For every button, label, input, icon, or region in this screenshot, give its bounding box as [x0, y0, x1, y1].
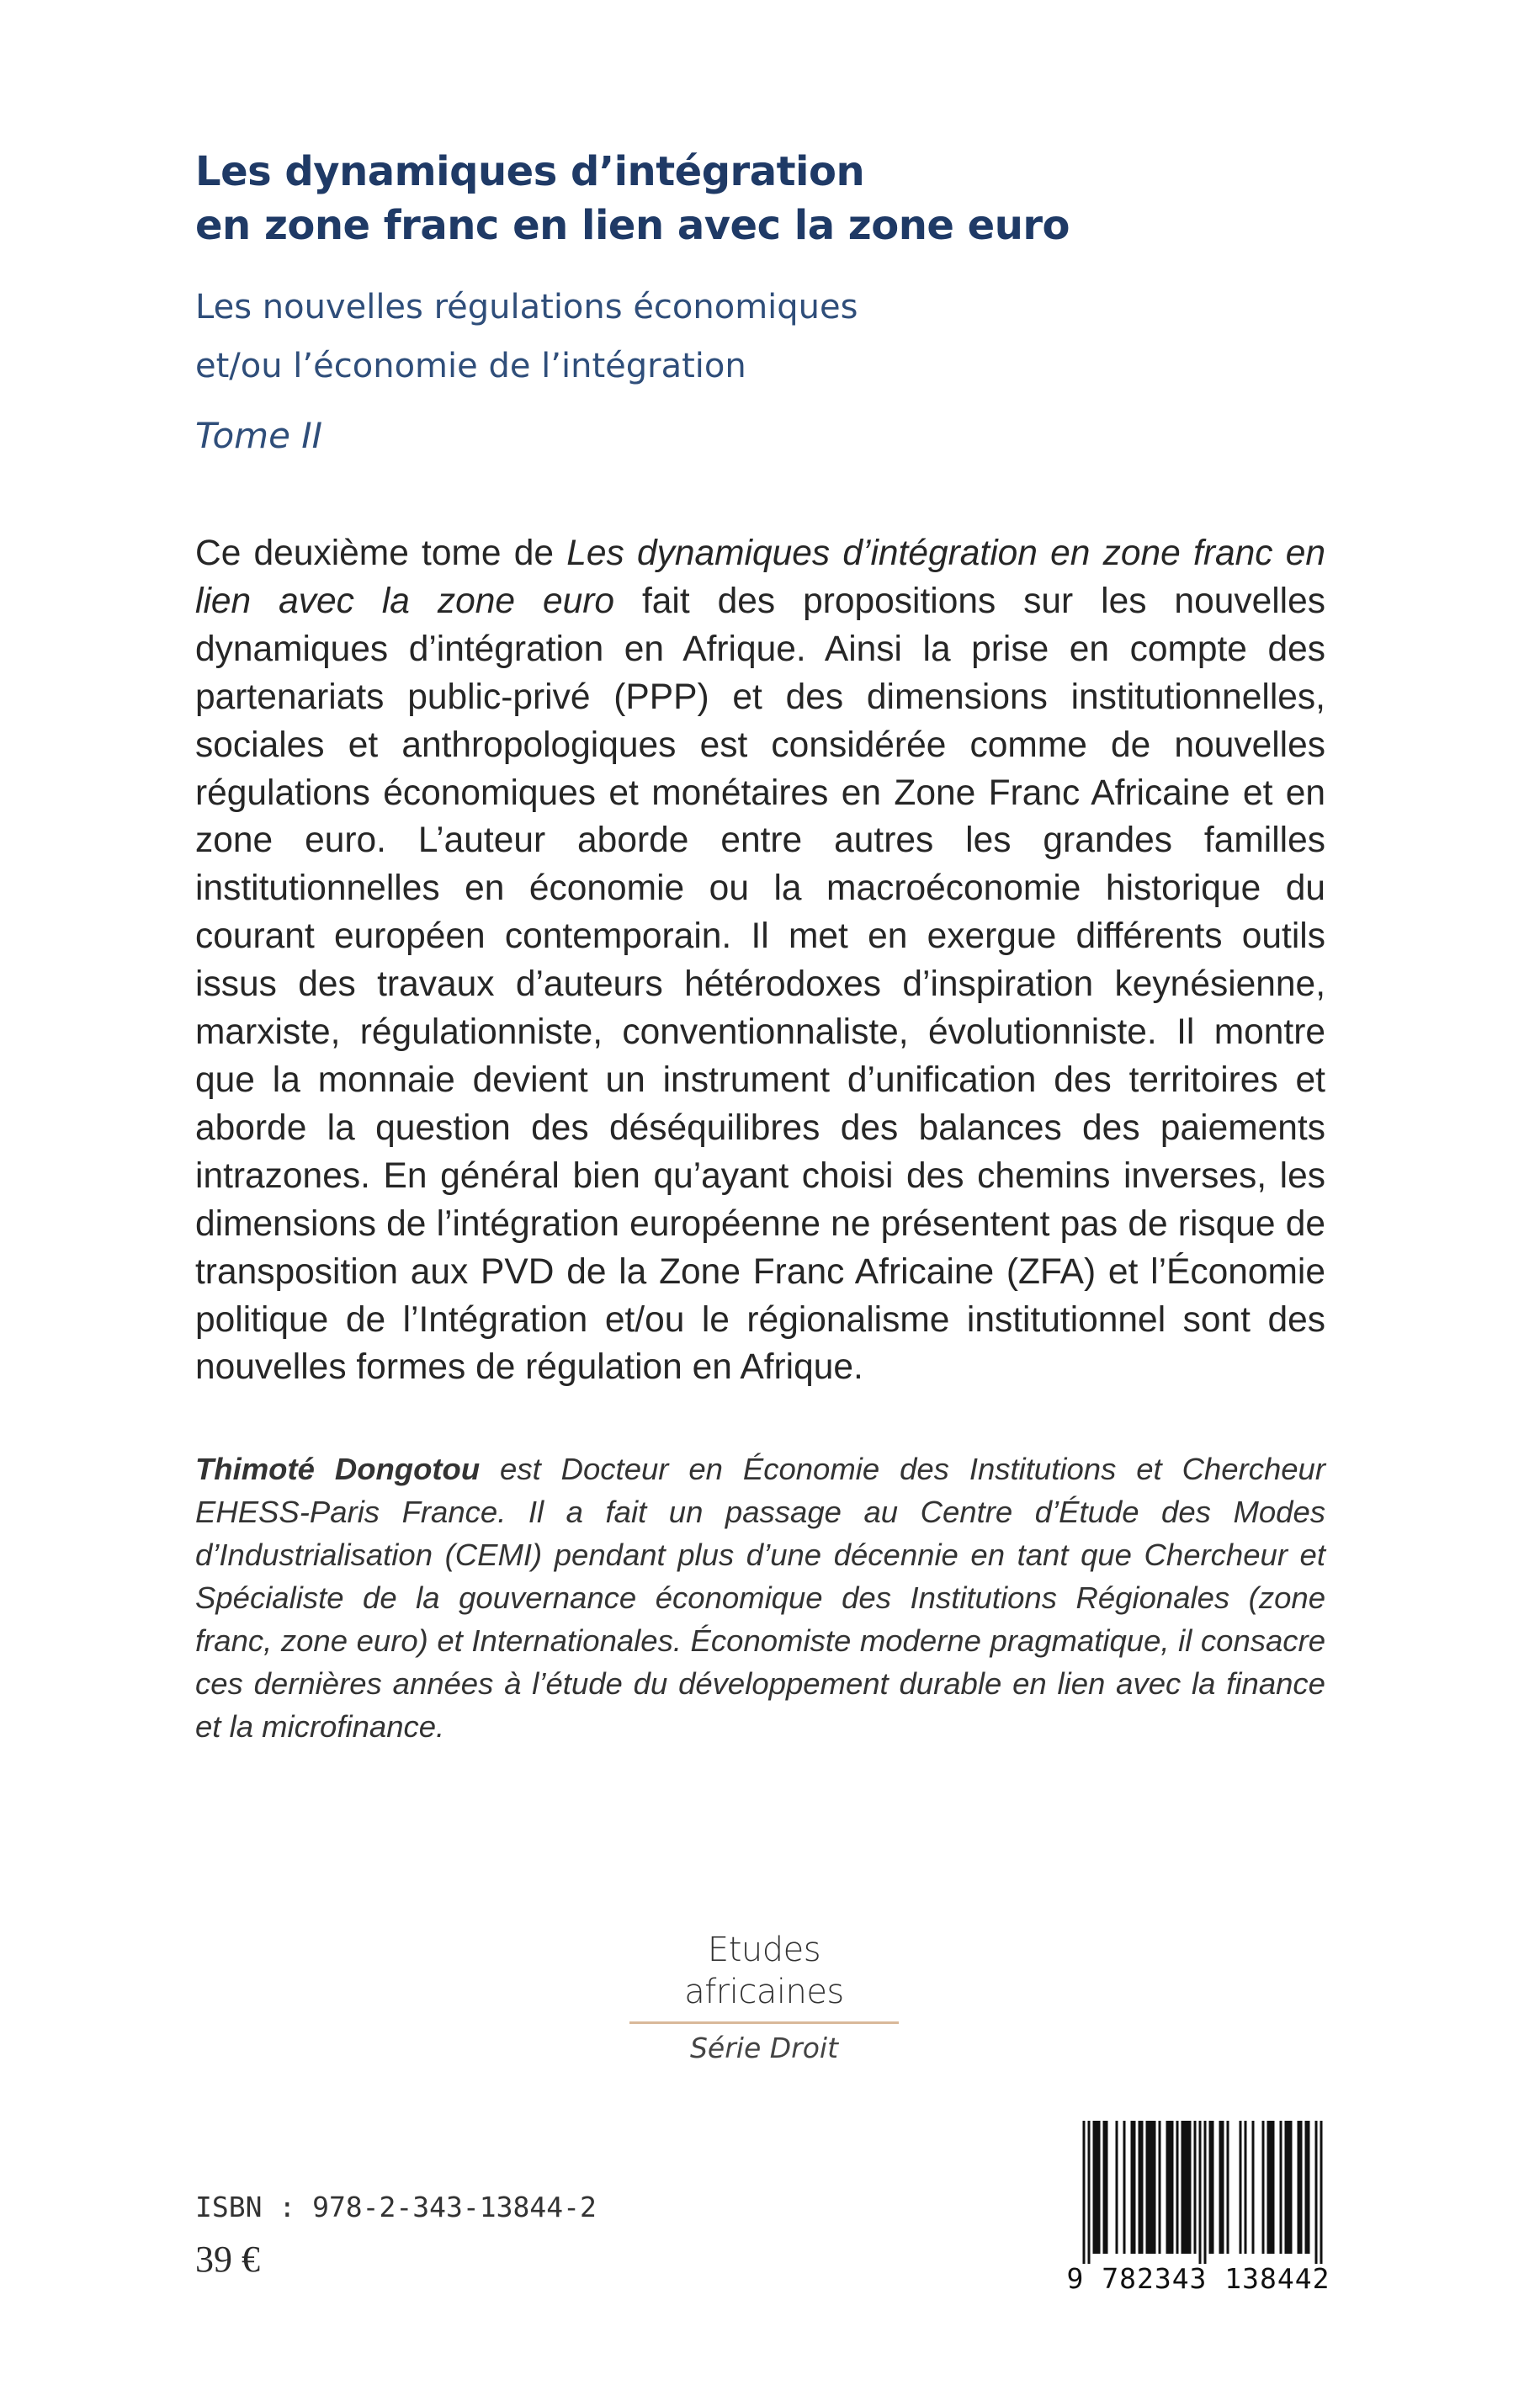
barcode-bar — [1093, 2121, 1096, 2254]
barcode-bar — [1227, 2121, 1229, 2254]
barcode-bar — [1141, 2121, 1144, 2254]
book-title-line-2: en zone franc en lien avec la zone euro — [195, 202, 1070, 249]
barcode-bar — [1300, 2121, 1303, 2254]
barcode-bar — [1171, 2121, 1174, 2254]
barcode-bar — [1149, 2121, 1151, 2254]
barcode-bar — [1146, 2121, 1149, 2254]
series-name: Etudes africaines — [684, 1931, 844, 2011]
barcode-bar — [1272, 2121, 1275, 2254]
series-logo — [629, 1929, 899, 2066]
barcode-bar — [1166, 2121, 1169, 2254]
book-title-line-1: Les dynamiques d’intégration — [195, 148, 865, 195]
barcode-bar — [1280, 2121, 1282, 2254]
author-bio-text: est Docteur en Économie des Institutions et Chercheur EHESS-Paris France. Il a fait un passage au Centre d’Étude des Modes d’Industrialisation (CEMI) pendant plus d’une décennie en tant que Chercheur et Spécialiste de la gouvernance économique des Institutions Régionales (zone franc, zone euro) et Internationales. Économiste moderne pragmatique, il consacre ces dernières années à l’étude du développement durable en lien avec la finance et la microfinance. — [195, 1452, 1325, 1744]
barcode-bar — [1222, 2121, 1224, 2254]
barcode-bar — [1245, 2121, 1247, 2254]
barcode-bar — [1194, 2121, 1197, 2254]
barcode-bar — [1088, 2121, 1091, 2264]
barcode-bar — [1154, 2121, 1156, 2254]
volume-label: Tome II — [195, 415, 323, 456]
series-divider — [629, 2021, 899, 2024]
barcode-bar — [1298, 2121, 1300, 2254]
barcode-bar — [1096, 2121, 1098, 2254]
barcode-bar — [1106, 2121, 1108, 2254]
barcode-bar — [1320, 2121, 1323, 2264]
summary-body: fait des propositions sur les nouvelles dynamiques d’intégration en Afrique. Ainsi la prise en compte des partenariats public-privé (PPP) et des dimensions institutionnelles, sociales et anthropologiques est considérée comme de nouvelles régulations économiques et monétaires en Zone Franc Africaine et en zone euro. L’auteur aborde entre autres les grandes familles institutionnelles en économie ou la macroéconomie historique du courant européen contemporain. Il met en exergue différents outils issus des travaux d’auteurs hétérodoxes d’inspiration keynésienne, marxiste, régulationniste, conventionnaliste, évolutionniste. Il montre que la monnaie devient un instrument d’unification des territoires et aborde la question des déséquilibres des balances des paiements intrazones. En général bien qu’ayant choisi des chemins inverses, les dimensions de l’intégration européenne ne présentent pas de risque de transposition aux PVD de la Zone Franc Africaine (ZFA) et l’Économie politique de l’Intégration et/ou le régionalisme institutionnel sont des nouvelles formes de régulation en Afrique. — [195, 581, 1325, 1388]
barcode-bar — [1083, 2121, 1086, 2264]
barcode-bar — [1098, 2121, 1101, 2254]
barcode-bar — [1315, 2121, 1318, 2264]
barcode-bar — [1134, 2121, 1136, 2254]
barcode-bar — [1139, 2121, 1141, 2254]
barcode-bar — [1182, 2121, 1184, 2254]
barcode-bar — [1290, 2121, 1293, 2254]
barcode — [1054, 2121, 1343, 2299]
barcode-bars-icon — [1074, 2121, 1331, 2264]
barcode-bar — [1204, 2121, 1207, 2264]
book-title — [195, 145, 1390, 252]
barcode-bar — [1219, 2121, 1222, 2254]
book-subtitle — [195, 278, 1390, 396]
barcode-bar — [1184, 2121, 1187, 2254]
author-name: Thimoté Dongotou — [195, 1452, 481, 1486]
book-subtitle-line-2: et/ou l’économie de l’intégration — [195, 347, 746, 385]
barcode-digits: 9 782343 138442 — [1066, 2262, 1330, 2295]
barcode-bar — [1262, 2121, 1265, 2254]
summary-paragraph — [195, 530, 1325, 1392]
barcode-bar — [1187, 2121, 1189, 2254]
barcode-bar — [1159, 2121, 1161, 2254]
summary-intro: Ce deuxième tome de — [195, 534, 567, 573]
barcode-bar — [1252, 2121, 1255, 2254]
author-bio — [195, 1447, 1325, 1748]
barcode-bar — [1123, 2121, 1126, 2254]
book-subtitle-line-1: Les nouvelles régulations économiques — [195, 288, 858, 327]
barcode-bar — [1176, 2121, 1179, 2254]
barcode-bar — [1199, 2121, 1202, 2264]
barcode-bar — [1151, 2121, 1154, 2254]
barcode-bar — [1267, 2121, 1270, 2254]
barcode-bar — [1131, 2121, 1134, 2254]
isbn: ISBN : 978-2-343-13844-2 — [195, 2191, 597, 2223]
barcode-bar — [1189, 2121, 1192, 2254]
price: 39 € — [195, 2239, 260, 2280]
barcode-bar — [1305, 2121, 1308, 2254]
summary-book-title: Les dynamiques d’intégration en zone franc en lien avec la zone euro — [195, 534, 1325, 621]
barcode-bar — [1116, 2121, 1118, 2254]
barcode-bar — [1209, 2121, 1212, 2254]
barcode-bar — [1103, 2121, 1106, 2254]
barcode-bar — [1169, 2121, 1171, 2254]
series-subtitle: Série Droit — [689, 2032, 839, 2064]
barcode-bar — [1308, 2121, 1310, 2254]
barcode-bar — [1270, 2121, 1272, 2254]
barcode-bar — [1212, 2121, 1214, 2254]
barcode-bar — [1288, 2121, 1290, 2254]
barcode-bar — [1240, 2121, 1242, 2254]
barcode-bar — [1285, 2121, 1288, 2254]
